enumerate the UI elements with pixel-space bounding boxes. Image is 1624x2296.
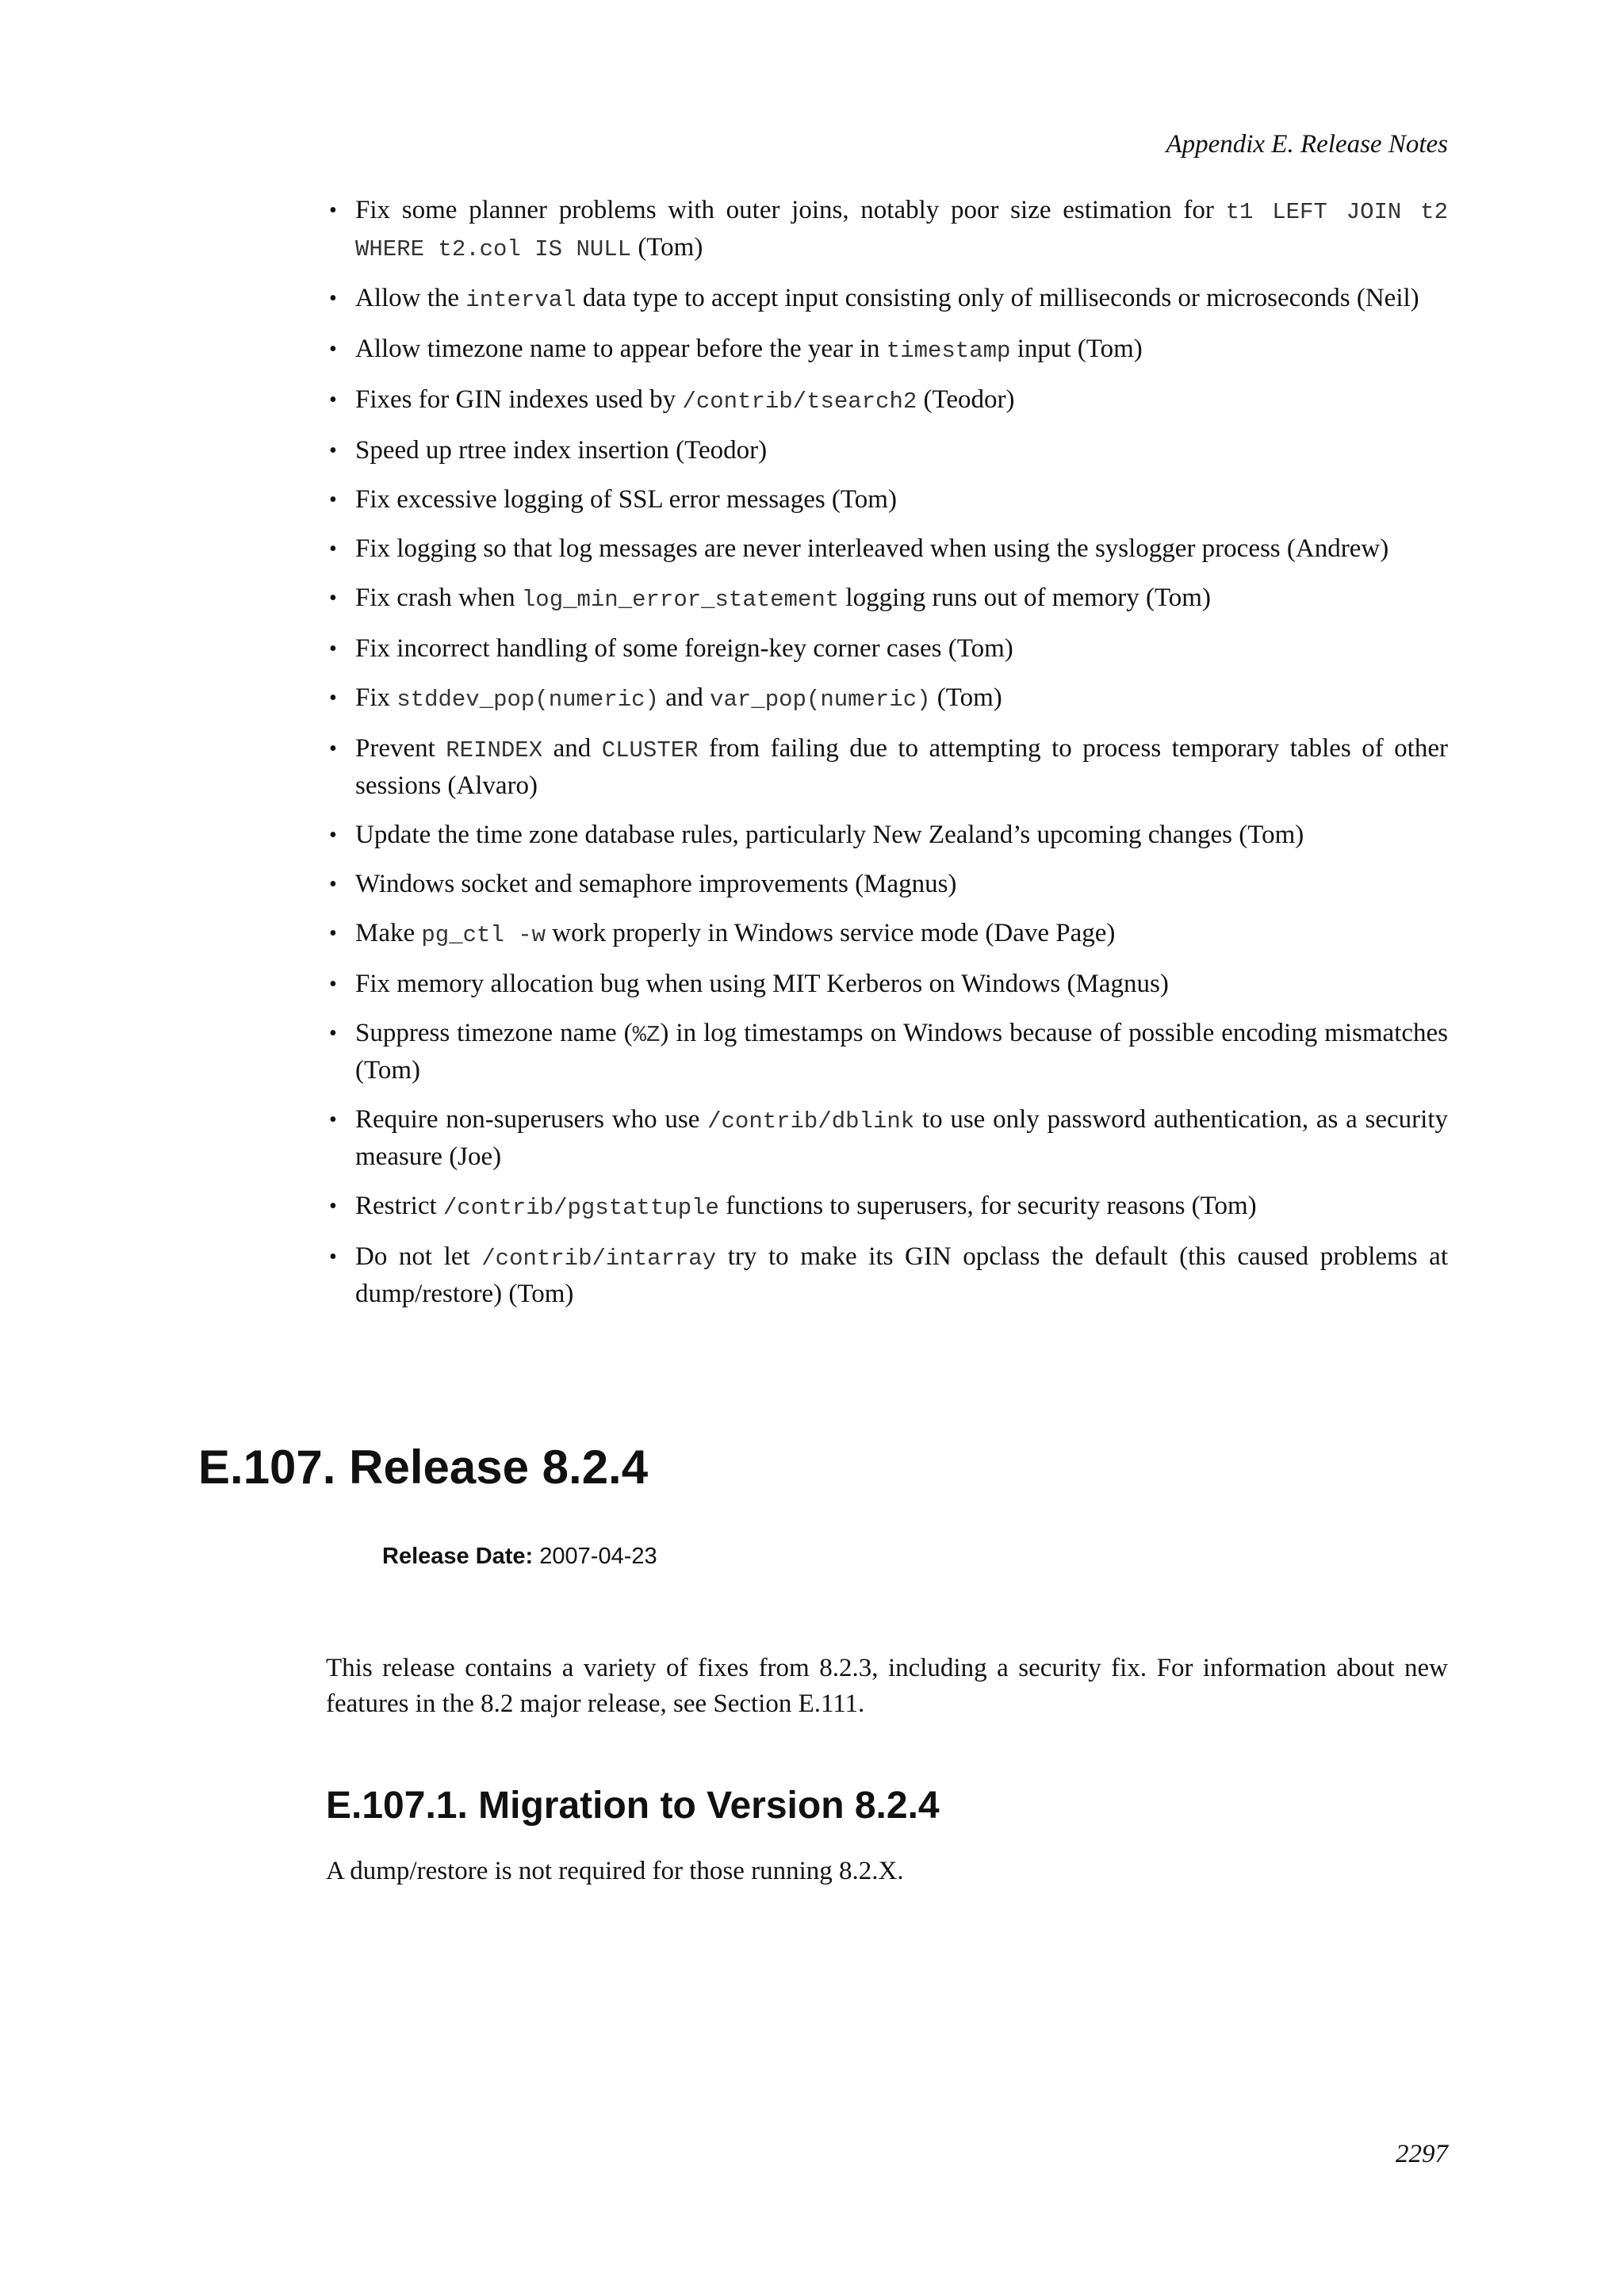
list-item-text: (Tom) [930, 683, 1002, 712]
section-title: E.107. Release 8.2.4 [198, 1441, 649, 1494]
page-number: 2297 [1396, 2140, 1448, 2168]
list-item-text: Fixes for GIN indexes used by [355, 385, 683, 414]
list-item [326, 731, 1448, 804]
list-item [326, 867, 1448, 902]
list-item-text: Windows socket and semaphore improvements (Magnus) [355, 870, 957, 898]
list-item-text: logging runs out of memory (Tom) [839, 584, 1211, 612]
list-item-text: Prevent [355, 734, 446, 763]
code-literal: /contrib/pgstattuple [442, 1195, 719, 1221]
list-item-text: Update the time zone database rules, particularly New Zealand’s upcoming changes (Tom) [355, 821, 1304, 849]
list-item-text: (Teodor) [917, 385, 1015, 414]
bullet-icon: • [329, 286, 337, 311]
intro-paragraph: This release contains a variety of fixes from 8.2.3, including a security fix. For information about new features in the 8.2 major release, see Section E.111. [326, 1654, 1448, 1718]
list-item-text: to use only password authentication, as a security measure (Joe) [355, 1105, 1448, 1171]
list-item-text: work properly in Windows service mode (Dave Page) [546, 919, 1116, 947]
list-item [326, 966, 1448, 1002]
bullet-icon: • [329, 737, 337, 761]
list-item [326, 531, 1448, 567]
list-item-text: Fix memory allocation bug when using MIT Kerberos on Windows (Magnus) [355, 970, 1169, 998]
code-literal: t1 LEFT JOIN t2 WHERE t2.col IS NULL [355, 199, 1448, 262]
code-literal: timestamp [886, 338, 1011, 364]
list-item-text: and [542, 734, 602, 763]
release-date [382, 1542, 657, 1571]
code-literal: log_min_error_statement [521, 587, 840, 613]
subsection-title: E.107.1. Migration to Version 8.2.4 [326, 1785, 940, 1827]
bullet-icon: • [329, 1194, 337, 1219]
bullet-icon: • [329, 1108, 337, 1132]
list-item-text: Restrict [355, 1192, 443, 1220]
list-item-text: Allow the [355, 284, 466, 312]
code-literal: var_pop(numeric) [710, 687, 931, 713]
list-item [326, 580, 1448, 618]
list-item-text: ) in log timestamps on Windows because of possible encoding mismatches (Tom) [355, 1019, 1448, 1085]
list-item [326, 1239, 1448, 1312]
running-header: Appendix E. Release Notes [1166, 130, 1448, 159]
code-literal: /contrib/dblink [707, 1108, 915, 1135]
code-literal: interval [465, 287, 576, 313]
list-item [326, 1188, 1448, 1226]
migration-paragraph: A dump/restore is not required for those running 8.2.X. [326, 1857, 904, 1885]
list-item [326, 193, 1448, 267]
bullet-icon: • [329, 972, 337, 997]
list-item-text: input (Tom) [1010, 335, 1143, 363]
bullet-icon: • [329, 1245, 337, 1269]
list-item [326, 433, 1448, 469]
bullet-icon: • [329, 823, 337, 848]
list-item [326, 331, 1448, 369]
list-item-text: Suppress timezone name ( [355, 1019, 633, 1047]
code-literal: %Z [632, 1022, 661, 1048]
bullet-icon: • [329, 198, 337, 223]
bullet-icon: • [329, 872, 337, 897]
list-item [326, 1102, 1448, 1175]
bullet-icon: • [329, 1021, 337, 1046]
bullet-icon: • [329, 488, 337, 512]
code-literal: REINDEX [446, 737, 543, 763]
list-item [326, 817, 1448, 853]
code-literal: stddev_pop(numeric) [396, 687, 659, 713]
bullet-icon: • [329, 586, 337, 610]
list-item-text: Fix incorrect handling of some foreign-key corner cases (Tom) [355, 634, 1013, 663]
bullet-icon: • [329, 537, 337, 561]
list-item-text: Allow timezone name to appear before the year in [355, 335, 887, 363]
list-item [326, 680, 1448, 718]
release-notes-list [326, 193, 1448, 1326]
code-literal: pg_ctl -w [421, 922, 546, 948]
list-item [326, 281, 1448, 318]
release-date-label: Release Date: [382, 1544, 534, 1569]
code-literal: CLUSTER [601, 737, 699, 763]
list-item-text: Fix some planner problems with outer joins, notably poor size estimation for [355, 196, 1226, 224]
list-item [326, 1016, 1448, 1089]
list-item [326, 631, 1448, 667]
bullet-icon: • [329, 637, 337, 661]
list-item [326, 916, 1448, 953]
list-item-text: Speed up rtree index insertion (Teodor) [355, 436, 768, 465]
bullet-icon: • [329, 388, 337, 412]
list-item-text: from failing due to attempting to process temporary tables of other sessions (Alvaro) [355, 734, 1448, 800]
list-item-text: Fix [355, 683, 397, 712]
list-item-text: Do not let [355, 1242, 482, 1271]
release-date-value: 2007-04-23 [539, 1544, 657, 1569]
list-item-text: (Tom) [631, 233, 703, 262]
list-item-text: try to make its GIN opclass the default (this caused problems at dump/restore) (Tom) [355, 1242, 1448, 1308]
bullet-icon: • [329, 921, 337, 946]
list-item-text: Fix excessive logging of SSL error messages (Tom) [355, 485, 897, 514]
list-item-text: and [658, 683, 710, 712]
bullet-icon: • [329, 438, 337, 463]
list-item-text: Fix logging so that log messages are never interleaved when using the syslogger process (Andrew) [355, 534, 1389, 563]
bullet-icon: • [329, 686, 337, 710]
code-literal: /contrib/intarray [481, 1246, 717, 1272]
bullet-icon: • [329, 337, 337, 362]
list-item [326, 482, 1448, 518]
list-item-text: Fix crash when [355, 584, 522, 612]
list-item-text: data type to accept input consisting only of milliseconds or microseconds (Neil) [576, 284, 1419, 312]
list-item [326, 382, 1448, 419]
list-item-text: functions to superusers, for security reasons (Tom) [718, 1192, 1257, 1220]
list-item-text: Require non-superusers who use [355, 1105, 708, 1134]
list-item-text: Make [355, 919, 422, 947]
code-literal: /contrib/tsearch2 [682, 388, 917, 415]
